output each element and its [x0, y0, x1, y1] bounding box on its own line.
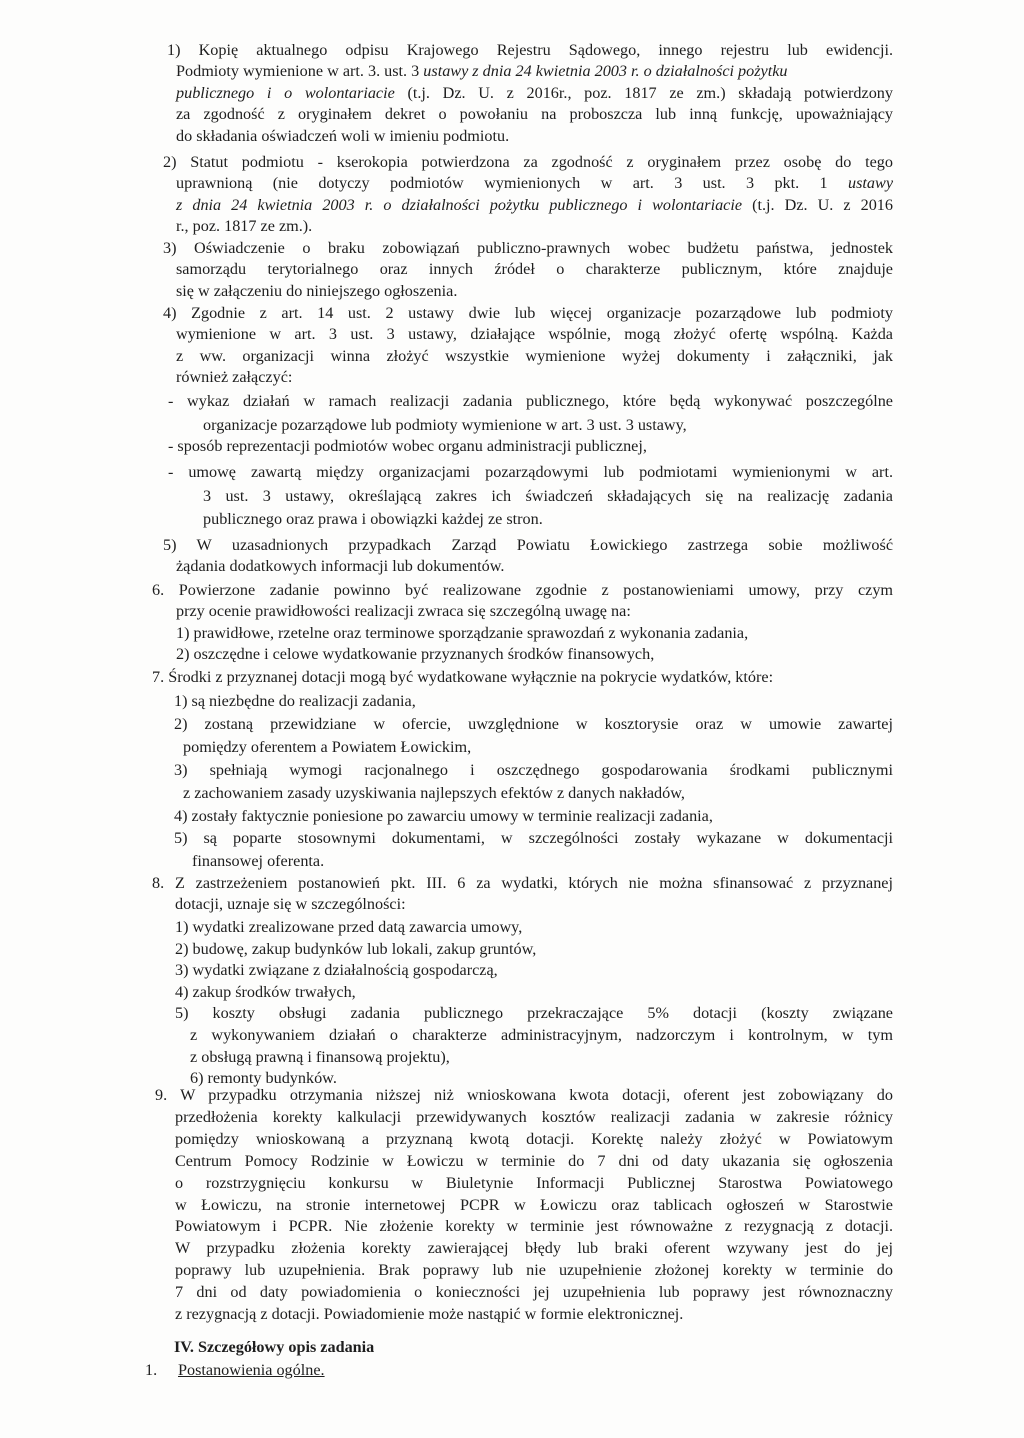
dash-item-2: [168, 436, 893, 457]
text-line: z wykonywaniem działań o charakterze administracyjnym, nadzorczym i kontrolnym, w tym: [190, 1025, 893, 1044]
text-line: - umowę zawartą między organizacjami pozarządowymi lub podmiotami wymienionymi w art.: [168, 463, 893, 481]
text-line: wymienione w art. 3 ust. 3 ustawy, działające wspólnie, mogą złożyć ofertę wspólną. Każda: [176, 325, 893, 344]
text-line: z dnia 24 kwietnia 2003 r. o działalności pożytku publicznego i wolontariacie (t.j. Dz. U. z 2016: [176, 195, 893, 214]
subsection-number: 1.: [145, 1361, 158, 1379]
text-line: r., poz. 1817 ze zm.).: [176, 217, 313, 236]
text-line: uprawnioną (nie dotyczy podmiotów wymienionych w art. 3 ust. 3 pkt. 1 ustawy: [176, 174, 893, 193]
text-line: - wykaz działań w ramach realizacji zadania publicznego, które będą wykonywać poszczególne: [168, 392, 893, 410]
dash-item-3: [168, 461, 893, 532]
text-line: 7 dni od daty powiadomienia o konieczności jej uzupełnienia lub poprawy jest równoznaczny: [175, 1283, 893, 1302]
text-line: do składania oświadczeń woli w imieniu podmiotu.: [176, 126, 510, 145]
text-line: publicznego i o wolontariacie (t.j. Dz. U. z 2016r., poz. 1817 ze zm.) składają potwierdzony: [176, 83, 893, 102]
section-6: [152, 580, 893, 666]
text-line: 1) prawidłowe, rzetelne oraz terminowe sporządzanie sprawozdań z wykonania zadania,: [176, 623, 749, 642]
text-line: 7. Środki z przyznanej dotacji mogą być wydatkowane wyłącznie na pokrycie wydatków, które:: [152, 668, 774, 686]
text-line: za zgodność z oryginałem dekret o powołaniu na proboszcza lub inną funkcję, upoważniający: [176, 105, 893, 124]
text-line: Powiatowym i PCPR. Nie złożenie korekty w terminie jest równoważne z rezygnacją z dotacji.: [175, 1217, 893, 1236]
text-line: się w załączeniu do niniejszego ogłoszenia.: [176, 281, 458, 300]
text-line: 5) są poparte stosownymi dokumentami, w szczególności zostały wykazane w dokumentacji: [174, 829, 893, 848]
text-line: 4) zostały faktycznie poniesione po zawarciu umowy w terminie realizacji zadania,: [174, 806, 713, 825]
paragraph-4: [163, 303, 893, 389]
text-line: żądania dodatkowych informacji lub dokumentów.: [176, 557, 505, 576]
text-line: W przypadku złożenia korekty zawierającej błędy lub braki oferent wzywany jest do jej: [175, 1239, 893, 1258]
text-line: 3) spełniają wymogi racjonalnego i oszczędnego gospodarowania środkami publicznymi: [174, 760, 893, 779]
text-line: z zachowaniem zasady uzyskiwania najlepszych efektów z danych nakładów,: [183, 783, 685, 802]
text-line: 2) budowę, zakup budynków lub lokali, zakup gruntów,: [175, 939, 537, 958]
text-line: 2) zostaną przewidziane w ofercie, uwzględnione w kosztorysie oraz w umowie zawartej: [174, 714, 893, 733]
section-heading: IV. Szczegółowy opis zadania: [174, 1338, 375, 1356]
text-line: publicznego oraz prawa i obowiązki każdej ze stron.: [203, 510, 543, 528]
text-line: 1) Kopię aktualnego odpisu Krajowego Rejestru Sądowego, innego rejestru lub ewidencji.: [167, 41, 893, 59]
section-7: [152, 667, 893, 688]
text-line: 3) wydatki związane z działalnością gospodarczą,: [175, 961, 498, 980]
text-line: 1) wydatki zrealizowane przed datą zawarcia umowy,: [175, 918, 523, 936]
text-line: dotacji, uznaje się w szczególności:: [175, 895, 406, 914]
text-line: 1) są niezbędne do realizacji zadania,: [174, 692, 416, 710]
text-line: przy ocenie prawidłowości realizacji zwraca się szczególną uwagę na:: [176, 602, 631, 621]
text-line: Centrum Pomocy Rodzinie w Łowiczu w terminie do 7 dni od daty ukazania się ogłoszenia: [175, 1151, 893, 1170]
text-line: o rozstrzygnięciu konkursu w Biuletynie Informacji Publicznej Starostwa Powiatowego: [175, 1173, 893, 1192]
text-line: 2) oszczędne i celowe wydatkowanie przyznanych środków finansowych,: [176, 645, 655, 664]
section-8-items: [175, 917, 893, 1090]
text-line: z obsługą prawną i finansową projektu),: [190, 1047, 450, 1066]
text-line: 8. Z zastrzeżeniem postanowień pkt. III. 6 za wydatki, których nie można sfinansować z przyznanej: [152, 874, 893, 892]
text-line: przedłożenia korekty kalkulacji przewidywanych kosztów realizacji zadania w zakresie różnicy: [175, 1107, 893, 1126]
text-line: z rezygnacją z dotacji. Powiadomienie może nastąpić w formie elektronicznej.: [175, 1305, 684, 1324]
text-line: 2) Statut podmiotu - kserokopia potwierdzona za zgodność z oryginałem przez osobę do tego: [163, 153, 893, 171]
text-line: 9. W przypadku otrzymania niższej niż wnioskowana kwota dotacji, oferent jest zobowiązany do: [155, 1086, 893, 1104]
text-line: 3) Oświadczenie o braku zobowiązań publiczno-prawnych wobec budżetu państwa, jednostek: [163, 239, 893, 257]
paragraph-1: [167, 40, 893, 147]
text-line: organizacje pozarządowe lub podmioty wymienione w art. 3 ust. 3 ustawy,: [203, 415, 687, 434]
section-7-items: [174, 690, 893, 873]
paragraph-2: [163, 152, 893, 238]
text-line: finansowej oferenta.: [192, 852, 325, 871]
text-line: pomiędzy oferentem a Powiatem Łowickim,: [183, 737, 472, 756]
dash-item-1: [168, 390, 893, 437]
text-line: poprawy lub uzupełnienia. Brak poprawy lub nie uzupełnienie złożonej korekty w terminie do: [175, 1261, 893, 1280]
text-line: 5) koszty obsługi zadania publicznego przekraczające 5% dotacji (koszty związane: [175, 1004, 893, 1023]
paragraph-3: [163, 238, 893, 302]
text-line: w Łowiczu, na stronie internetowej PCPR w Łowiczu oraz tablicach ogłoszeń w Starostwie: [175, 1195, 893, 1214]
text-line: 5) W uzasadnionych przypadkach Zarząd Powiatu Łowickiego zastrzega sobie możliwość: [163, 536, 893, 554]
text-line: 6. Powierzone zadanie powinno być realizowane zgodnie z postanowieniami umowy, przy czym: [152, 581, 893, 599]
text-line: również załączyć:: [176, 368, 293, 387]
text-line: 4) zakup środków trwałych,: [175, 982, 356, 1001]
text-line: z ww. organizacji winna złożyć wszystkie wymienione wyżej dokumenty i załączniki, jak: [176, 346, 893, 365]
text-line: 4) Zgodnie z art. 14 ust. 2 ustawy dwie lub więcej organizacje pozarządowe lub podmioty: [163, 304, 893, 322]
text-line: 3 ust. 3 ustawy, określającą zakres ich świadczeń składających się na realizację zadania: [203, 486, 893, 505]
text-line: pomiędzy wnioskowaną a przyznaną kwotą dotacji. Korektę należy złożyć w Powiatowym: [175, 1129, 893, 1148]
paragraph-5: [163, 535, 893, 578]
section-8: [152, 873, 893, 916]
text-line: Podmioty wymienione w art. 3. ust. 3 ustawy z dnia 24 kwietnia 2003 r. o działalności pożytku: [176, 62, 788, 81]
text-line: - sposób reprezentacji podmiotów wobec organu administracji publicznej,: [168, 437, 647, 455]
text-line: samorządu terytorialnego oraz innych źródeł o charakterze publicznym, które znajduje: [176, 260, 893, 279]
text-line: 6) remonty budynków.: [190, 1069, 337, 1088]
subsection-heading: Postanowienia ogólne.: [178, 1361, 325, 1379]
section-9: [155, 1085, 893, 1326]
